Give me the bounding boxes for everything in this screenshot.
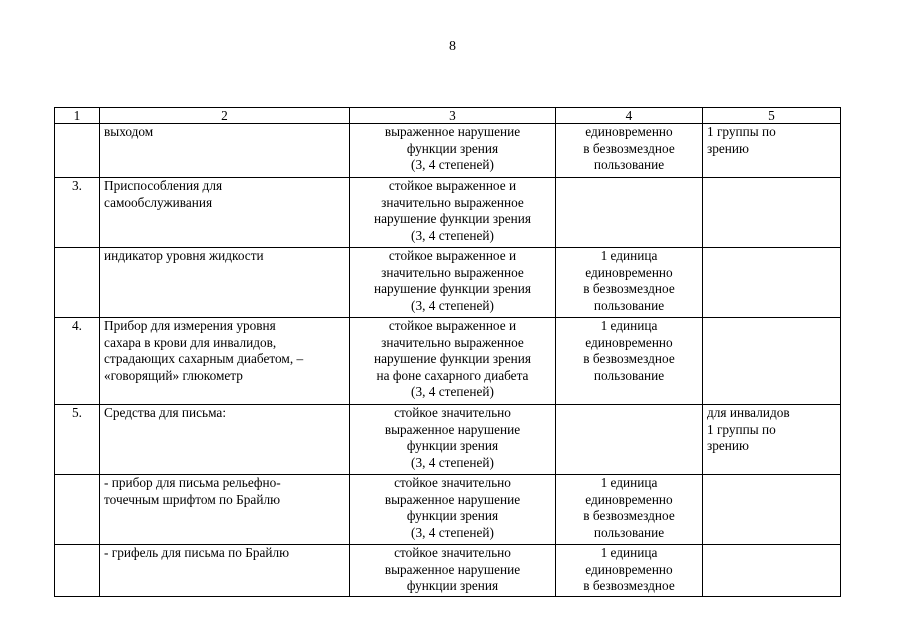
note-cell	[703, 318, 841, 405]
item-name: Прибор для измерения уровня сахара в крови для инвалидов, страдающих сахарным диабетом, – «говорящий» глюкометр	[100, 318, 350, 405]
row-number	[55, 248, 100, 318]
header-cell-5: 5	[703, 108, 841, 124]
table-row	[55, 318, 841, 405]
quantity-cell: 1 единица единовременно в безвозмездное пользование	[556, 318, 703, 405]
header-cell-2: 2	[100, 108, 350, 124]
table-row	[55, 405, 841, 475]
row-number	[55, 475, 100, 545]
row-number: 3.	[55, 178, 100, 248]
note-cell	[703, 248, 841, 318]
quantity-cell: 1 единица единовременно в безвозмездное	[556, 545, 703, 597]
quantity-cell	[556, 178, 703, 248]
note-cell	[703, 178, 841, 248]
note-cell	[703, 475, 841, 545]
condition-cell: стойкое значительно выраженное нарушение функции зрения	[350, 545, 556, 597]
quantity-cell	[556, 405, 703, 475]
item-name: индикатор уровня жидкости	[100, 248, 350, 318]
table-header-row	[55, 108, 841, 124]
table-row	[55, 545, 841, 597]
note-cell: для инвалидов 1 группы по зрению	[703, 405, 841, 475]
header-cell-4: 4	[556, 108, 703, 124]
item-name: Средства для письма:	[100, 405, 350, 475]
condition-cell: стойкое значительно выраженное нарушение функции зрения (3, 4 степеней)	[350, 405, 556, 475]
quantity-cell: 1 единица единовременно в безвозмездное пользование	[556, 475, 703, 545]
table-row	[55, 178, 841, 248]
item-name: выходом	[100, 124, 350, 178]
condition-cell: стойкое выраженное и значительно выраженное нарушение функции зрения (3, 4 степеней)	[350, 248, 556, 318]
item-name: Приспособления для самообслуживания	[100, 178, 350, 248]
condition-cell: стойкое выраженное и значительно выраженное нарушение функции зрения на фоне сахарного диабета (3, 4 степеней)	[350, 318, 556, 405]
note-cell: 1 группы по зрению	[703, 124, 841, 178]
condition-cell: выраженное нарушение функции зрения (3, 4 степеней)	[350, 124, 556, 178]
table-row	[55, 124, 841, 178]
table-row	[55, 475, 841, 545]
document-table	[54, 107, 841, 597]
quantity-cell: единовременно в безвозмездное пользование	[556, 124, 703, 178]
condition-cell: стойкое выраженное и значительно выраженное нарушение функции зрения (3, 4 степеней)	[350, 178, 556, 248]
item-name: - прибор для письма рельефно- точечным шрифтом по Брайлю	[100, 475, 350, 545]
row-number: 4.	[55, 318, 100, 405]
item-name: - грифель для письма по Брайлю	[100, 545, 350, 597]
quantity-cell: 1 единица единовременно в безвозмездное пользование	[556, 248, 703, 318]
row-number	[55, 124, 100, 178]
header-cell-3: 3	[350, 108, 556, 124]
row-number	[55, 545, 100, 597]
table-row	[55, 248, 841, 318]
condition-cell: стойкое значительно выраженное нарушение функции зрения (3, 4 степеней)	[350, 475, 556, 545]
row-number: 5.	[55, 405, 100, 475]
page-number: 8	[449, 39, 456, 54]
header-cell-1: 1	[55, 108, 100, 124]
note-cell	[703, 545, 841, 597]
